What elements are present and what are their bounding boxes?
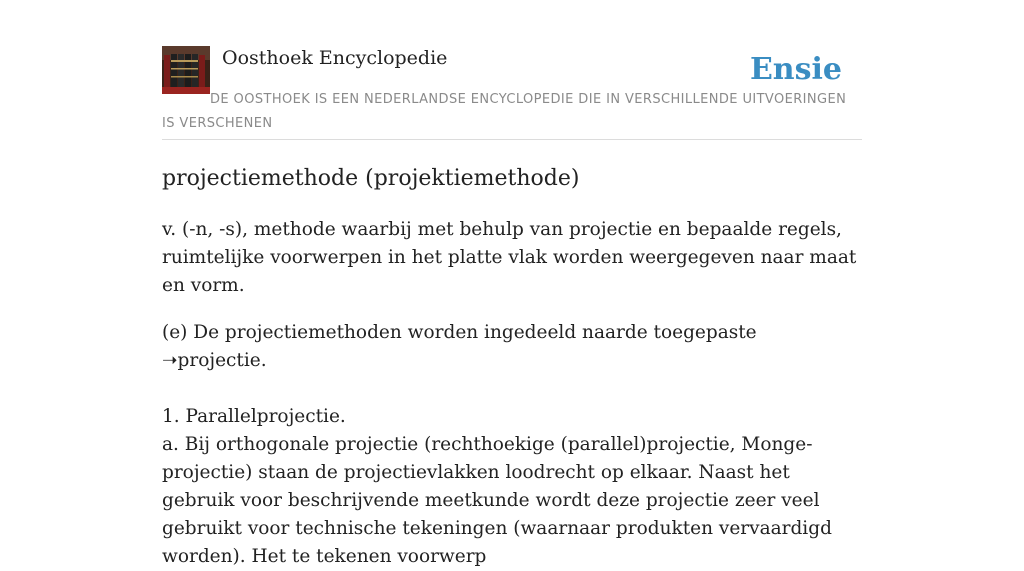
- encyclopedia-books-icon: [162, 46, 210, 94]
- entry-definition: v. (-n, -s), methode waarbij met behulp van projectie en bepaalde regels, ruimtelijke voorwerpen in het platte vlak worden weergegeven naar maat en vorm.: [162, 219, 857, 296]
- entry-body: [162, 319, 866, 571]
- section-body: a. Bij orthogonale projectie (rechthoekige (parallel)projectie, Monge-projectie) staan de projectievlakken loodrecht op elkaar. Naast het gebruik voor beschrijvende meetkunde wordt deze projectie zeer veel gebruikt voor technische tekeningen (waarnaar produkten vervaardigd worden). Het te tekenen voorwerp: [162, 434, 832, 567]
- brand-logo[interactable]: Ensie: [749, 52, 842, 87]
- spacer: [162, 375, 866, 403]
- site-title[interactable]: Oosthoek Encyclopedie: [222, 47, 448, 69]
- arrow-right-icon: ➝: [162, 350, 178, 371]
- entry-title: projectiemethode (projektiemethode): [162, 166, 580, 191]
- entry-content: [162, 160, 866, 571]
- intro-paragraph: [162, 319, 866, 375]
- intro-text: (e) De projectiemethoden worden ingedeeld naarde toegepaste: [162, 322, 757, 343]
- site-avatar[interactable]: [162, 46, 210, 94]
- site-tagline: DE OOSTHOEK IS EEN NEDERLANDSE ENCYCLOPEDIE DIE IN VERSCHILLENDE UITVOERINGEN IS VERSCHENEN: [162, 92, 847, 131]
- intro-end: .: [260, 350, 267, 371]
- site-header: [162, 46, 862, 140]
- section-heading: 1. Parallelprojectie.: [162, 406, 346, 427]
- link-projectie[interactable]: projectie: [177, 350, 261, 371]
